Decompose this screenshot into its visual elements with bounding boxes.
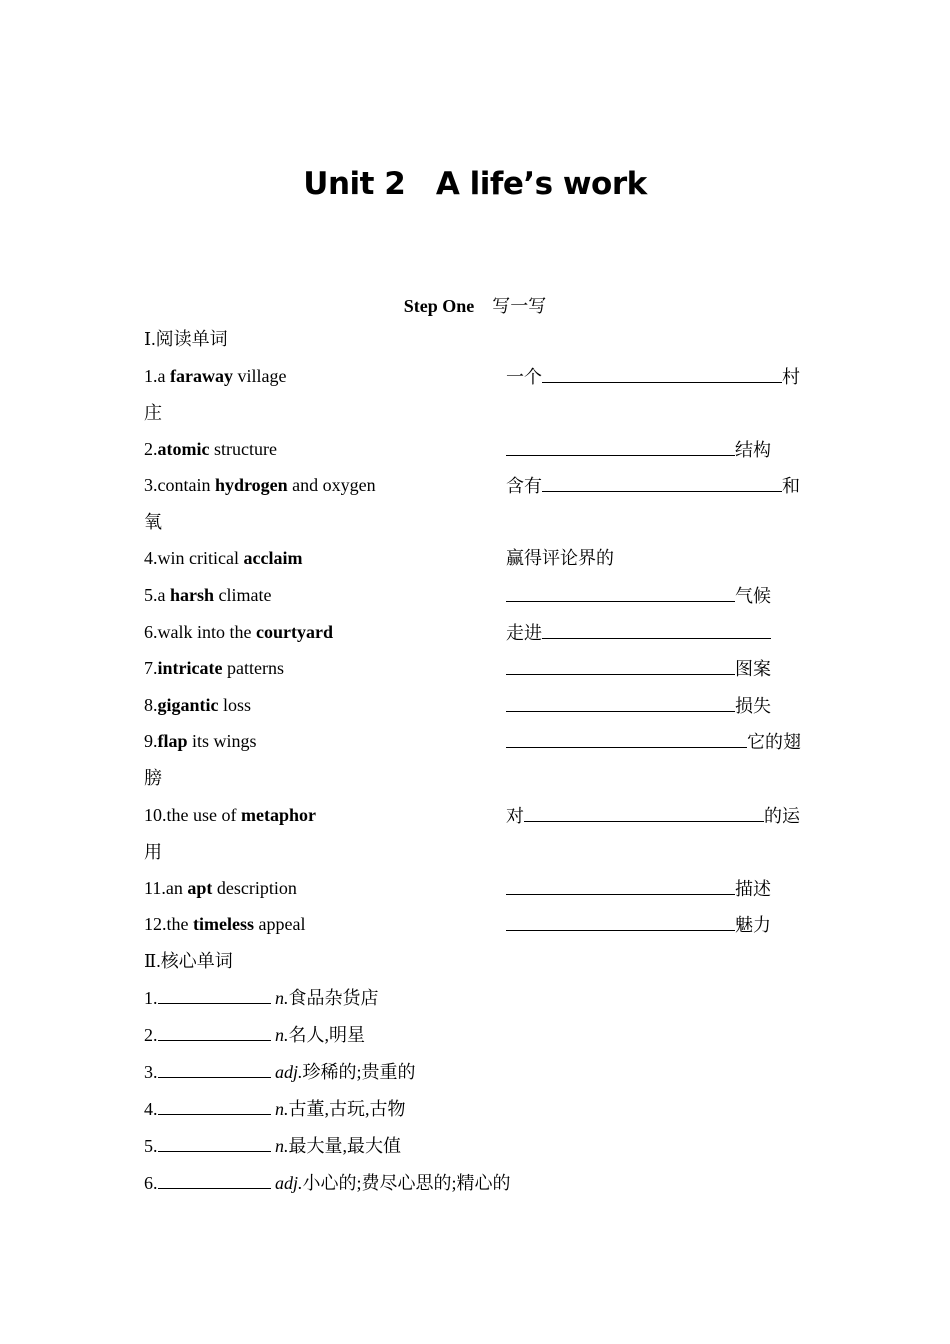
page-title: Unit 2 A life’s work: [303, 166, 647, 202]
reading-answer-7: 图案: [506, 657, 771, 680]
reading-item-3: 3.contain hydrogen and oxygen: [144, 475, 376, 495]
answer-blank[interactable]: [158, 1097, 271, 1115]
reading-answer-11: 描述: [506, 877, 771, 900]
answer-blank[interactable]: [158, 986, 271, 1004]
reading-item-4: 4.win critical acclaim: [144, 548, 303, 568]
reading-wrap-9: 膀: [144, 768, 162, 788]
reading-wrap-1: 庄: [144, 403, 162, 423]
reading-item-7: 7.intricate patterns: [144, 658, 284, 678]
answer-blank[interactable]: [506, 730, 747, 748]
answer-blank[interactable]: [506, 657, 735, 675]
reading-item-1: 1.a faraway village: [144, 366, 287, 386]
reading-item-10: 10.the use of metaphor: [144, 805, 316, 825]
reading-item-11: 11.an apt description: [144, 878, 297, 898]
answer-blank[interactable]: [506, 584, 735, 602]
answer-blank[interactable]: [542, 365, 782, 383]
answer-blank[interactable]: [506, 694, 735, 712]
reading-answer-1: 一个 村: [506, 367, 800, 387]
answer-blank[interactable]: [506, 913, 735, 931]
section2-heading: Ⅱ.核心单词: [144, 951, 233, 971]
answer-blank[interactable]: [158, 1060, 271, 1078]
reading-item-12: 12.the timeless appeal: [144, 914, 306, 934]
step-heading: [0, 292, 950, 318]
core-item-6: 6. adj.小心的;费尽心思的;精心的: [144, 1173, 511, 1193]
section1-heading: Ⅰ.阅读单词: [144, 329, 228, 349]
reading-answer-6: 走进: [506, 621, 771, 644]
reading-wrap-3: 氧: [144, 512, 162, 532]
core-item-5: 5. n.最大量,最大值: [144, 1136, 401, 1156]
answer-blank[interactable]: [158, 1134, 271, 1152]
step-cn: 写一写: [492, 296, 547, 316]
reading-answer-5: 气候: [506, 584, 771, 607]
reading-answer-3: 含有 和: [506, 476, 800, 496]
reading-answer-9: 它的翅: [506, 730, 801, 753]
core-item-4: 4. n.古董,古玩,古物: [144, 1099, 406, 1119]
answer-blank[interactable]: [158, 1171, 271, 1189]
answer-blank[interactable]: [506, 877, 735, 895]
core-item-1: 1. n.食品杂货店: [144, 988, 379, 1008]
answer-blank[interactable]: [158, 1023, 271, 1041]
reading-item-6: 6.walk into the courtyard: [144, 622, 333, 642]
reading-answer-8: 损失: [506, 694, 771, 717]
reading-answer-12: 魅力: [506, 913, 771, 936]
reading-answer-2: 结构: [506, 438, 771, 461]
core-item-3: 3. adj.珍稀的;贵重的: [144, 1062, 416, 1082]
answer-blank[interactable]: [542, 621, 771, 639]
answer-blank[interactable]: [524, 804, 764, 822]
core-item-2: 2. n.名人,明星: [144, 1025, 365, 1045]
reading-answer-10: 对 的运: [506, 806, 800, 826]
reading-item-9: 9.flap its wings: [144, 731, 257, 751]
reading-answer-4: 赢得评论界的: [506, 548, 614, 568]
reading-wrap-10: 用: [144, 842, 162, 862]
reading-item-8: 8.gigantic loss: [144, 695, 252, 715]
reading-item-2: 2.atomic structure: [144, 439, 277, 459]
step-label: Step One: [403, 296, 475, 316]
answer-blank[interactable]: [506, 438, 735, 456]
answer-blank[interactable]: [542, 474, 782, 492]
reading-item-5: 5.a harsh climate: [144, 585, 272, 605]
